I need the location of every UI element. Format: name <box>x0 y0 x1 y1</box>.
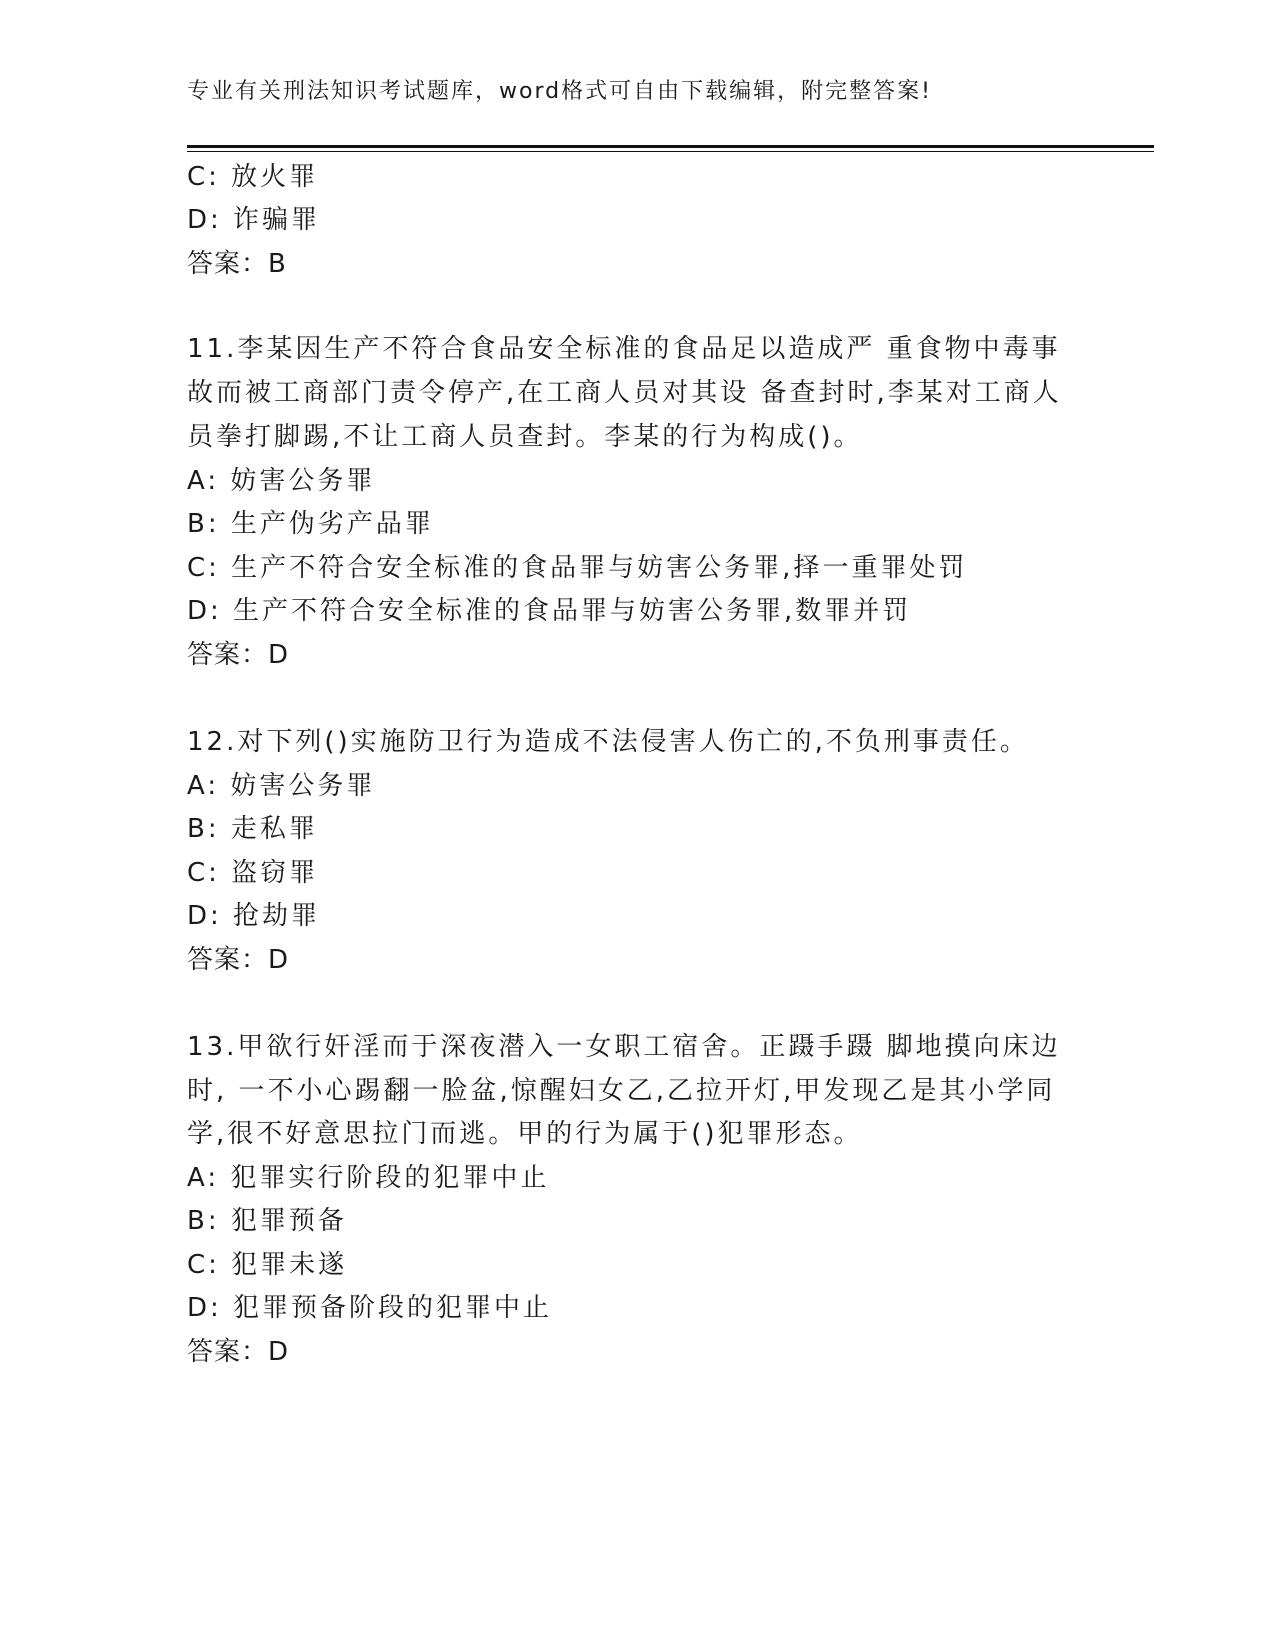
header-rule-thick <box>187 145 1154 148</box>
question-13-option-a: A: 犯罪实行阶段的犯罪中止 <box>187 1163 550 1193</box>
question-13-answer: 答案：D <box>187 1337 290 1367</box>
question-13-option-c: C: 犯罪未遂 <box>187 1250 348 1280</box>
question-13-option-d: D: 犯罪预备阶段的犯罪中止 <box>187 1293 553 1323</box>
question-11-stem-line-1: 11.李某因生产不符合食品安全标准的食品足以造成严 重食物中毒事 <box>187 334 1061 364</box>
question-12-option-d: D: 抢劫罪 <box>187 901 321 931</box>
page-header: 专业有关刑法知识考试题库，word格式可自由下载编辑，附完整答案! <box>187 79 932 104</box>
question-11-option-c: C: 生产不符合安全标准的食品罪与妨害公务罪,择一重罪处罚 <box>187 553 968 583</box>
option-c: C: 放火罪 <box>187 162 319 192</box>
question-11-stem-line-2: 故而被工商部门责令停产,在工商人员对其设 备查封时,李某对工商人 <box>187 378 1062 408</box>
question-13-option-b: B: 犯罪预备 <box>187 1206 347 1236</box>
header-rule-thin <box>187 151 1154 152</box>
question-11-option-b: B: 生产伪劣产品罪 <box>187 509 434 539</box>
answer: 答案：B <box>187 249 287 279</box>
question-12-option-c: C: 盗窃罪 <box>187 858 319 888</box>
question-12-option-b: B: 走私罪 <box>187 814 318 844</box>
question-13-stem-line-3: 学,很不好意思拉门而逃。甲的行为属于()犯罪形态。 <box>187 1119 863 1149</box>
question-12-stem-line-1: 12.对下列()实施防卫行为造成不法侵害人伤亡的,不负刑事责任。 <box>187 727 1029 757</box>
question-13-stem-line-2: 时, 一不小心踢翻一脸盆,惊醒妇女乙,乙拉开灯,甲发现乙是其小学同 <box>187 1076 1056 1106</box>
question-11-answer: 答案：D <box>187 640 290 670</box>
question-12-answer: 答案：D <box>187 945 290 975</box>
question-11-option-a: A: 妨害公务罪 <box>187 466 376 496</box>
question-11-stem-line-3: 员拳打脚踢,不让工商人员查封。李某的行为构成()。 <box>187 422 863 452</box>
question-11-option-d: D: 生产不符合安全标准的食品罪与妨害公务罪,数罪并罚 <box>187 596 912 626</box>
question-13-stem-line-1: 13.甲欲行奸淫而于深夜潜入一女职工宿舍。正蹑手蹑 脚地摸向床边 <box>187 1032 1061 1062</box>
question-12-option-a: A: 妨害公务罪 <box>187 771 376 801</box>
option-d: D: 诈骗罪 <box>187 205 321 235</box>
